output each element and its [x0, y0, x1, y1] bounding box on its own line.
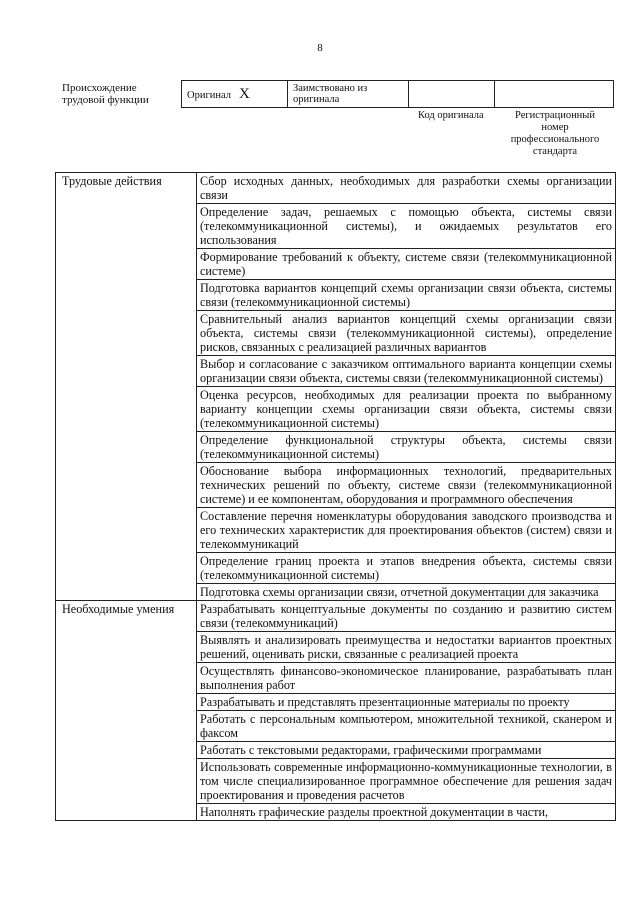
table-row: [56, 742, 616, 759]
page-number: 8: [317, 42, 323, 54]
labor-action-item: Обоснование выбора информационных технологий, предварительных технических решений по объекту, системе связи (телекоммуникационной системе) и ее компонентам, оборудования и программного обеспечения: [197, 463, 616, 508]
table-row: [56, 432, 616, 463]
code-cell: [409, 81, 495, 108]
labor-action-heading-cont: [56, 280, 197, 311]
table-row: [56, 804, 616, 821]
required-skill-heading-cont: [56, 663, 197, 694]
origin-label: Происхождение трудовой функции: [62, 82, 149, 106]
table-row: [56, 601, 616, 632]
labor-action-heading-cont: [56, 311, 197, 356]
required-skill-item: Работать с текстовыми редакторами, графическими программами: [197, 742, 616, 759]
labor-action-heading-cont: [56, 249, 197, 280]
table-row: [56, 508, 616, 553]
table-row: [56, 632, 616, 663]
required-skill-item: Использовать современные информационно-коммуникационные технологии, в том числе специализированное программное обеспечение для решения задач проектирования и проведения расчетов: [197, 759, 616, 804]
original-mark: X: [239, 85, 250, 102]
required-skill-heading: Необходимые умения: [56, 601, 197, 632]
table-row: [56, 204, 616, 249]
table-row: [56, 280, 616, 311]
labor-action-heading-cont: [56, 387, 197, 432]
labor-action-item: Сравнительный анализ вариантов концепций схемы организации связи объекта, системы связи (телекоммуникационной системы), определение рисков, связанных с реализацией различных вариантов: [197, 311, 616, 356]
table-row: [56, 663, 616, 694]
required-skill-heading-cont: [56, 804, 197, 821]
original-label: Оригинал: [187, 89, 231, 101]
labor-action-item: Определение функциональной структуры объекта, системы связи (телекоммуникационной системы): [197, 432, 616, 463]
labor-action-item: Подготовка схемы организации связи, отчетной документации для заказчика: [197, 584, 616, 601]
required-skill-item: Разрабатывать и представлять презентационные материалы по проекту: [197, 694, 616, 711]
origin-table: [181, 80, 614, 108]
reg-number-cell: [495, 81, 614, 108]
original-cell: [182, 81, 288, 108]
labor-action-heading-cont: [56, 508, 197, 553]
required-skill-heading-cont: [56, 742, 197, 759]
labor-action-item: Подготовка вариантов концепций схемы организации связи объекта, системы связи (телекоммуникационной системы): [197, 280, 616, 311]
required-skill-item: Разрабатывать концептуальные документы по созданию и развитию систем связи (телекоммуникаций): [197, 601, 616, 632]
main-table: [55, 172, 616, 821]
labor-action-heading-cont: [56, 584, 197, 601]
table-row: [56, 173, 616, 204]
required-skill-item: Осуществлять финансово-экономическое планирование, разрабатывать план выполнения работ: [197, 663, 616, 694]
table-row: [56, 759, 616, 804]
required-skill-item: Выявлять и анализировать преимущества и недостатки вариантов проектных решений, оценивать риски, связанные с реализацией проекта: [197, 632, 616, 663]
table-row: [56, 584, 616, 601]
reg-caption: Регистрационный номер профессионального стандарта: [510, 110, 600, 157]
labor-action-heading-cont: [56, 432, 197, 463]
required-skill-heading-cont: [56, 694, 197, 711]
labor-action-heading-cont: [56, 356, 197, 387]
required-skill-item: Наполнять графические разделы проектной документации в части,: [197, 804, 616, 821]
table-row: [56, 463, 616, 508]
labor-action-heading: Трудовые действия: [56, 173, 197, 204]
labor-action-item: Формирование требований к объекту, системе связи (телекоммуникационной системе): [197, 249, 616, 280]
required-skill-item: Работать с персональным компьютером, множительной техникой, сканером и факсом: [197, 711, 616, 742]
table-row: [56, 711, 616, 742]
labor-action-item: Определение границ проекта и этапов внедрения объекта, системы связи (телекоммуникационной системы): [197, 553, 616, 584]
required-skill-heading-cont: [56, 632, 197, 663]
required-skill-heading-cont: [56, 711, 197, 742]
labor-action-item: Сбор исходных данных, необходимых для разработки схемы организации связи: [197, 173, 616, 204]
table-row: [56, 356, 616, 387]
required-skill-heading-cont: [56, 759, 197, 804]
labor-action-heading-cont: [56, 463, 197, 508]
labor-action-item: Определение задач, решаемых с помощью объекта, системы связи (телекоммуникационной системы), и ожидаемых результатов его использования: [197, 204, 616, 249]
table-row: [56, 311, 616, 356]
table-row: [56, 553, 616, 584]
table-row: [56, 249, 616, 280]
borrowed-cell: Заимствовано из оригинала: [288, 81, 409, 108]
labor-action-item: Оценка ресурсов, необходимых для реализации проекта по выбранному варианту концепции схемы организации связи объекта, системы связи (телекоммуникационной системы): [197, 387, 616, 432]
labor-action-heading-cont: [56, 204, 197, 249]
labor-action-heading-cont: [56, 553, 197, 584]
code-caption: Код оригинала: [418, 110, 484, 121]
labor-action-item: Составление перечня номенклатуры оборудования заводского производства и его технических характеристик для проектирования объектов (систем) связи и телекоммуникаций: [197, 508, 616, 553]
table-row: [56, 387, 616, 432]
table-row: [56, 694, 616, 711]
labor-action-item: Выбор и согласование с заказчиком оптимального варианта концепции схемы организации связи объекта, системы связи (телекоммуникационной системы): [197, 356, 616, 387]
